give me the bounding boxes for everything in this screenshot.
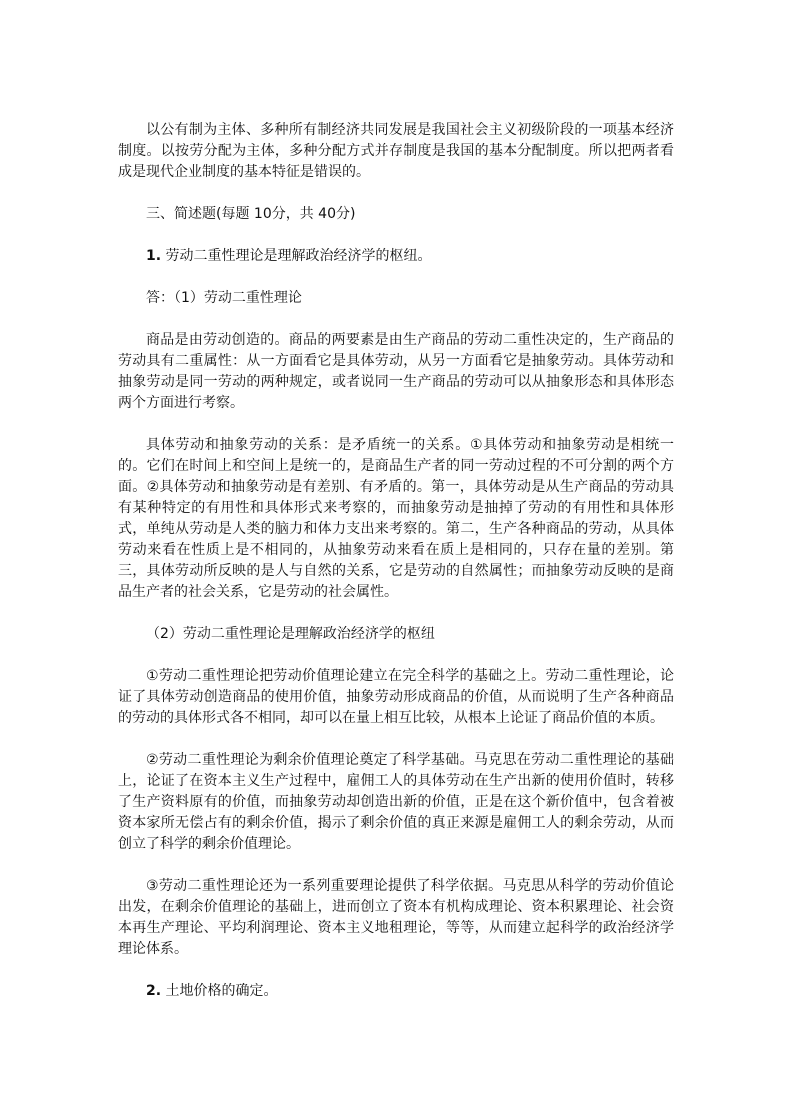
answer-heading: 答：（1）劳动二重性理论 <box>146 290 302 306</box>
document-page <box>118 120 674 1023</box>
paragraph-point-2: ②劳动二重性理论为剩余价值理论奠定了科学基础。马克思在劳动二重性理论的基础上，论证了在资本主义生产过程中，雇佣工人的具体劳动在生产出新的使用价值时，转移了生产资料原有的价值，而抽象劳动却创造出新的价值，正是在这个新价值中，包含着被资本家所无偿占有的剩余价值，揭示了剩余价值的真正来源是雇佣工人的剩余劳动，从而创立了科学的剩余价值理论。 <box>118 752 674 852</box>
section-heading: 三、简述题(每题 10分，共 40分) <box>146 206 356 222</box>
question-text: 土地价格的确定。 <box>165 983 278 999</box>
paragraph-commodity: 商品是由劳动创造的。商品的两要素是由生产商品的劳动二重性决定的，生产商品的劳动具有二重属性：从一方面看它是具体劳动，从另一方面看它是抽象劳动。具体劳动和抽象劳动是同一劳动的两种规定，或者说同一生产商品的劳动可以从抽象形态和具体形态两个方面进行考察。 <box>118 332 674 411</box>
question-1 <box>118 246 674 267</box>
paragraph-relation: 具体劳动和抽象劳动的关系：是矛盾统一的关系。①具体劳动和抽象劳动是相统一的。它们在时间上和空间上是统一的，是商品生产者的同一劳动过程的不可分割的两个方面。②具体劳动和抽象劳动是有差别、有矛盾的。第一，具体劳动是从生产商品的劳动具有某种特定的有用性和具体形式来考察的，而抽象劳动是抽掉了劳动的有用性和具体形式，单纯从劳动是人类的脑力和体力支出来考察的。第二，生产各种商品的劳动，从具体劳动来看在性质上是不相同的，从抽象劳动来看在质上是相同的，只存在量的差别。第三，具体劳动所反映的是人与自然的关系，它是劳动的自然属性；而抽象劳动反映的是商品生产者的社会关系，它是劳动的社会属性。 <box>118 437 674 600</box>
paragraph-basic-system: 以公有制为主体、多种所有制经济共同发展是我国社会主义初级阶段的一项基本经济制度。以按劳分配为主体，多种分配方式并存制度是我国的基本分配制度。所以把两者看成是现代企业制度的基本特征是错误的。 <box>118 122 674 180</box>
paragraph-point-3: ③劳动二重性理论还为一系列重要理论提供了科学依据。马克思从科学的劳动价值论出发，在剩余价值理论的基础上，进而创立了资本有机构成理论、资本积累理论、社会资本再生产理论、平均利润理论、资本主义地租理论，等等，从而建立起科学的政治经济学理论体系。 <box>118 878 674 957</box>
question-2 <box>118 981 674 1002</box>
question-number: 1. <box>146 248 162 264</box>
paragraph-point-1: ①劳动二重性理论把劳动价值理论建立在完全科学的基础之上。劳动二重性理论，论证了具体劳动创造商品的使用价值，抽象劳动形成商品的价值，从而说明了生产各种商品的劳动的具体形式各不相同，却可以在量上相互比较，从根本上论证了商品价值的本质。 <box>118 668 674 726</box>
question-text: 劳动二重性理论是理解政治经济学的枢纽。 <box>165 248 432 264</box>
subheading-2: （2）劳动二重性理论是理解政治经济学的枢纽 <box>146 626 435 642</box>
question-number: 2. <box>146 983 162 999</box>
